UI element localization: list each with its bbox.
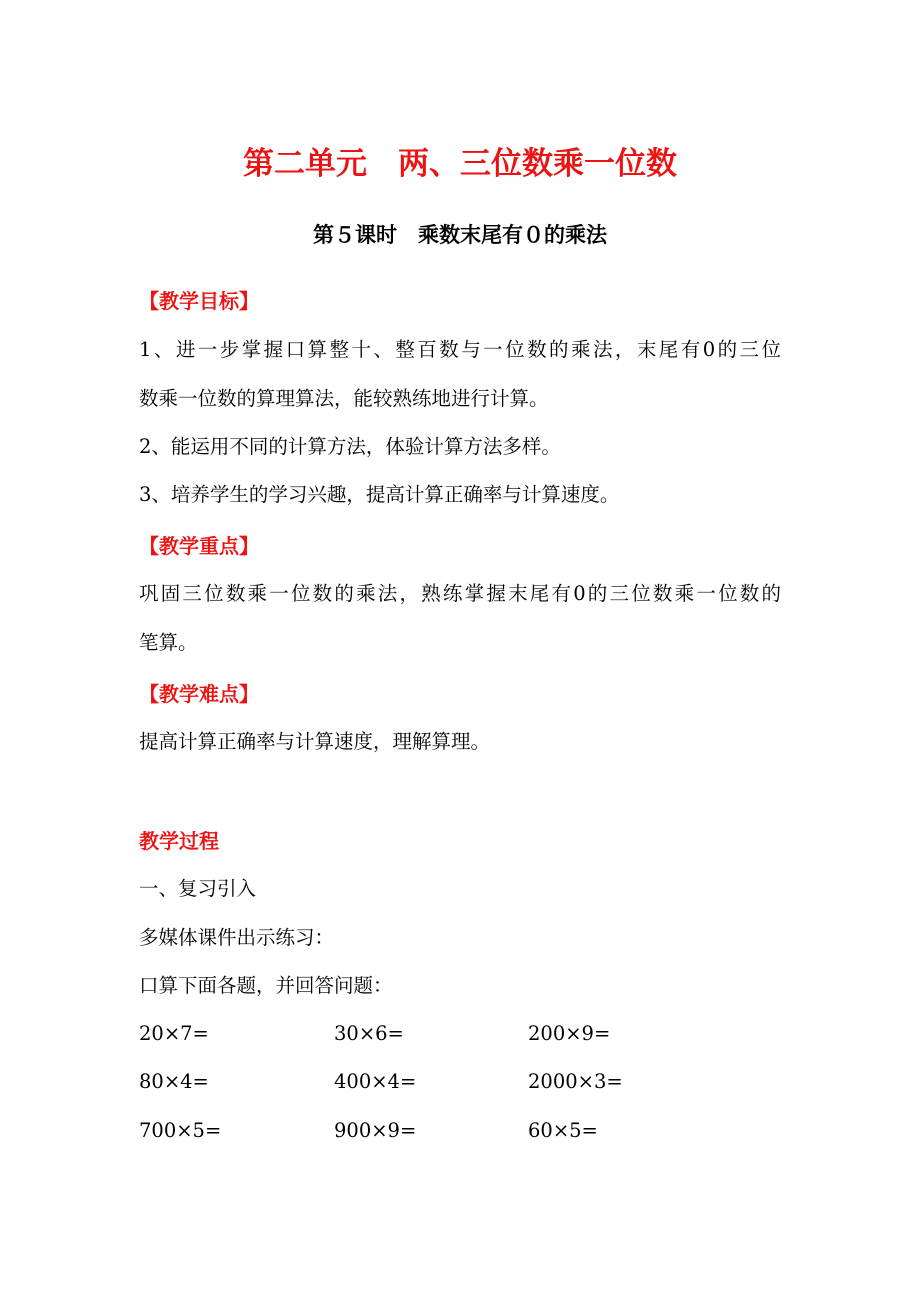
exercise-item: 700×5= [139,1119,222,1142]
process-instruction: 口算下面各题，并回答问题： [139,974,393,997]
exercise-item: 60×5= [528,1119,598,1142]
document-title: 第二单元 两、三位数乘一位数 [243,146,677,182]
key-points-line-1: 巩固三位数乘一位数的乘法，熟练掌握末尾有0的三位数乘一位数的 [139,582,781,605]
objectives-heading: 【教学目标】 [139,289,259,313]
exercise-item: 20×7= [139,1022,209,1045]
difficulties-heading: 【教学难点】 [139,682,259,706]
exercise-item: 30×6= [334,1022,404,1045]
exercise-item: 400×4= [334,1070,417,1093]
key-points-line-2: 笔算。 [139,631,198,654]
objective-item-3: 3、培养学生的学习兴趣，提高计算正确率与计算速度。 [139,483,620,506]
exercise-item: 900×9= [334,1119,417,1142]
exercise-item: 80×4= [139,1070,209,1093]
objective-item-1-line-2: 数乘一位数的算理算法，能较熟练地进行计算。 [139,387,549,410]
process-step-1: 一、复习引入 [139,877,257,900]
lesson-subtitle: 第５课时 乘数末尾有０的乘法 [313,223,607,247]
difficulties-line-1: 提高计算正确率与计算速度，理解算理。 [139,730,491,753]
exercise-item: 2000×3= [528,1070,623,1093]
objective-item-2: 2、能运用不同的计算方法，体验计算方法多样。 [139,435,561,458]
key-points-heading: 【教学重点】 [139,534,259,558]
process-heading: 教学过程 [139,829,219,853]
exercise-item: 200×9= [528,1022,611,1045]
objective-item-1-line-1: 1、进一步掌握口算整十、整百数与一位数的乘法，末尾有0的三位 [139,338,781,361]
process-intro: 多媒体课件出示练习： [139,926,335,949]
